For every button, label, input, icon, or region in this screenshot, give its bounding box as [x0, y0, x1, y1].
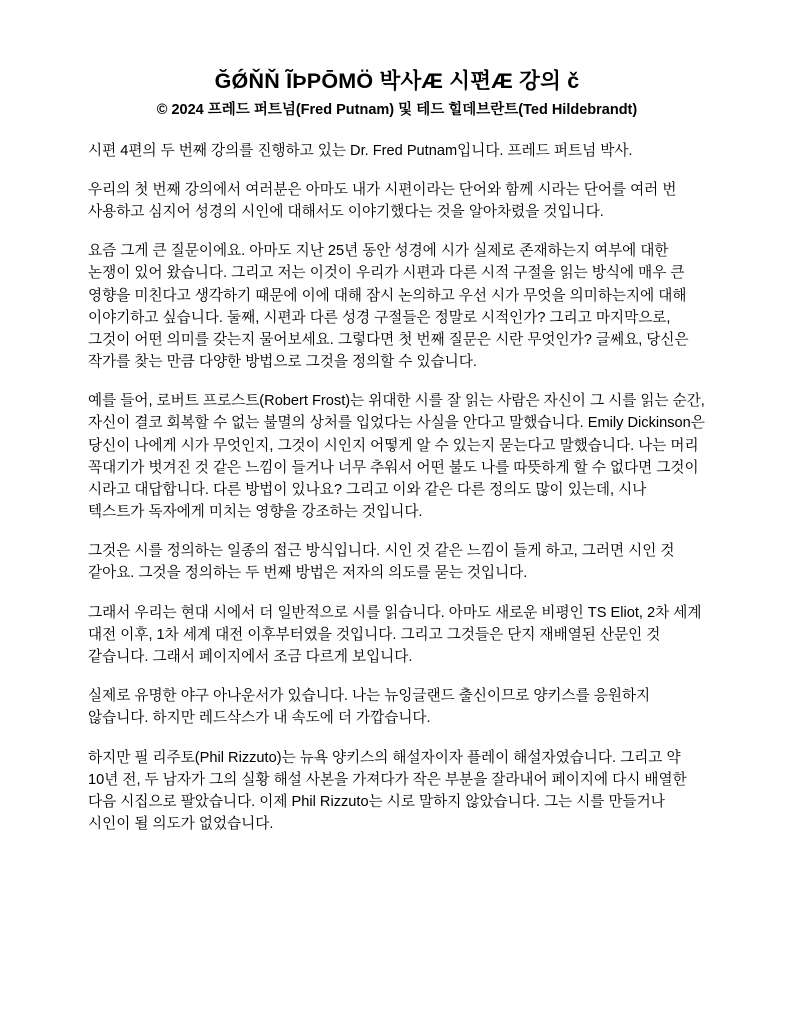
paragraph: 예를 들어, 로버트 프로스트(Robert Frost)는 위대한 시를 잘 읽는 사람은 자신이 그 시를 읽는 순간, 자신이 결코 회복할 수 없는 불멸의 상처를 입었다는 사실을 안다고 말했습니다. Emily Dickinson은 당신이 나에게 시가 무엇인지, 그것이 시인지 어떻게 알 수 있는지 묻는다고 말했습니다. 나는 머리 꼭대기가 벗겨진 것 같은 느낌이 들거나 너무 추워서 어떤 불도 나를 따뜻하게 할 수 없다면 그것이 시라고 대답합니다. 다른 방법이 있나요? 그리고 이와 같은 다른 정의도 많이 있는데, 시나 텍스트가 독자에게 미치는 영향을 강조하는 것입니다.: [88, 393, 705, 521]
paragraph: 하지만 필 리주토(Phil Rizzuto)는 뉴욕 양키스의 해설자이자 플레이 해설자였습니다. 그리고 약 10년 전, 두 남자가 그의 실황 해설 사본을 가져다가 작은 부분을 잘라내어 페이지에 다시 배열한 다음 시집으로 팔았습니다. 이제 Phil Rizzuto는 시로 말하지 않았습니다. 그는 시를 만들거나 시인이 될 의도가 없었습니다.: [88, 749, 687, 833]
paragraph: 요즘 그게 큰 질문이에요. 아마도 지난 25년 동안 성경에 시가 실제로 존재하는지 여부에 대한 논쟁이 있어 왔습니다. 그리고 저는 이것이 우리가 시편과 다른 시적 구절을 읽는 방식에 매우 큰 영향을 미친다고 생각하기 때문에 이에 대해 잠시 논의하고 우선 시가 무엇을 의미하는지에 대해 이야기하고 싶습니다. 둘째, 시편과 다른 성경 구절들은 정말로 시적인가? 그리고 마지막으로, 그것이 어떤 의미를 갖는지 물어보세요. 그렇다면 첫 번째 질문은 시란 무엇인가? 글쎄요, 당신은 작가를 찾는 만큼 다양한 방법으로 그것을 정의할 수 있습니다.: [88, 243, 689, 371]
copyright-line: © 2024 프레드 퍼트넘(Fred Putnam) 및 테드 힐데브란트(Ted Hildebrandt): [156, 101, 638, 118]
page-title: ĞǾŇŇ ĨÞPŌMÖ 박사Æ 시편Æ 강의 č: [214, 69, 580, 93]
paragraph: 그래서 우리는 현대 시에서 더 일반적으로 시를 읽습니다. 아마도 새로운 비평인 TS Eliot, 2차 세계 대전 이후, 1차 세계 대전 이후부터였을 것입니다. 그리고 그것들은 단지 재배열된 산문인 것 같습니다. 그래서 페이지에서 조금 다르게 보입니다.: [88, 604, 702, 665]
paragraph: 시편 4편의 두 번째 강의를 진행하고 있는 Dr. Fred Putnam입니다. 프레드 퍼트넘 박사.: [88, 142, 633, 159]
paragraph: 실제로 유명한 야구 아나운서가 있습니다. 나는 뉴잉글랜드 출신이므로 양키스를 응원하지 않습니다. 하지만 레드삭스가 내 속도에 더 가깝습니다.: [88, 688, 651, 727]
paragraph: 우리의 첫 번째 강의에서 여러분은 아마도 내가 시편이라는 단어와 함께 시라는 단어를 여러 번 사용하고 심지어 성경의 시인에 대해서도 이야기했다는 것을 알아차렸을 것입니다.: [88, 181, 677, 221]
document-body: [88, 140, 706, 835]
paragraph: 그것은 시를 정의하는 일종의 접근 방식입니다. 시인 것 같은 느낌이 들게 하고, 그러면 시인 것 같아요. 그것을 정의하는 두 번째 방법은 저자의 의도를 묻는 것입니다.: [88, 543, 675, 582]
